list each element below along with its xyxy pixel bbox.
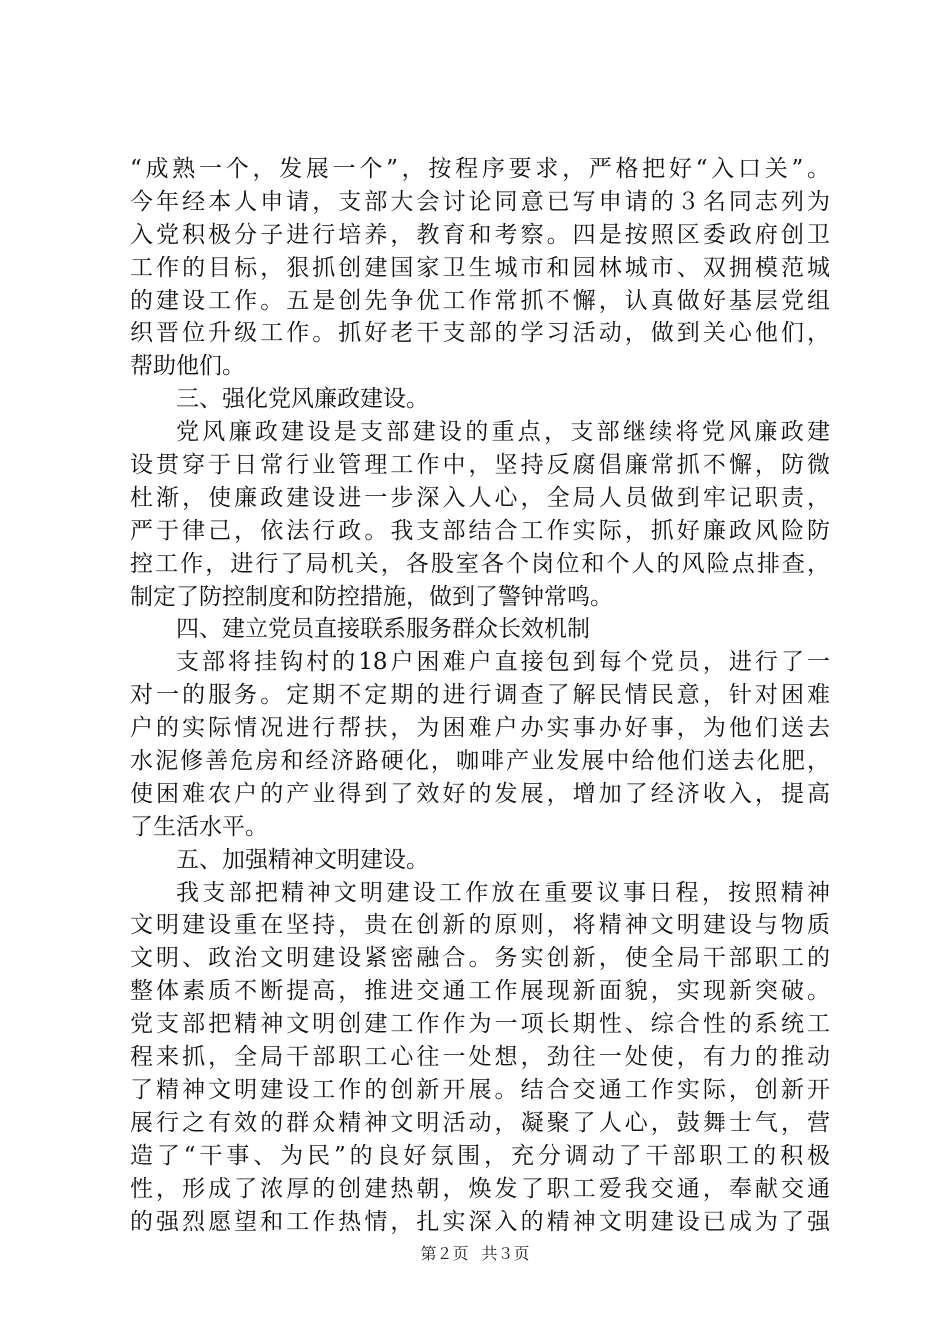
text-line: 性，形成了浓厚的创建热朝，焕发了职工爱我交通，奉献交通 (130, 1175, 830, 1202)
document-body (130, 153, 830, 1238)
page-footer (0, 1244, 950, 1264)
text-line: 户的实际情况进行帮扶，为困难户办实事办好事，为他们送去 (130, 715, 830, 742)
text-line: 严于律己，依法行政。我支部结合工作实际，抓好廉政风险防 (130, 517, 830, 544)
text-line: 展行之有效的群众精神文明活动，凝聚了人心，鼓舞士气，营 (130, 1109, 830, 1136)
text-line: 的强烈愿望和工作热情，扎实深入的精神文明建设已成为了强 (130, 1208, 830, 1235)
text-line: 造了“干事、为民”的良好氛围，充分调动了干部职工的积极 (130, 1142, 830, 1169)
text-line: 制定了防控制度和防控措施，做到了警钟常鸣。 (130, 583, 613, 610)
text-line: 整体素质不断提高，推进交通工作展现新面貌，实现新突破。 (130, 978, 830, 1005)
page-number: 第２页 (420, 1244, 469, 1263)
text-line: 使困难农户的产业得到了效好的发展，增加了经济收入，提高 (130, 780, 830, 807)
text-line: 工作的目标，狠抓创建国家卫生城市和园林城市、双拥模范城 (130, 254, 830, 281)
text-line: 今年经本人申请，支部大会讨论同意已写申请的３名同志列为 (130, 188, 830, 215)
text-line: 支部将挂钩村的18户困难户直接包到每个党员，进行了一 (176, 649, 830, 676)
text-line: 设贯穿于日常行业管理工作中，坚持反腐倡廉常抓不懈，防微 (130, 452, 830, 479)
text-line: 了精神文明建设工作的创新开展。结合交通工作实际，创新开 (130, 1076, 830, 1103)
text-line: 帮助他们。 (130, 353, 245, 380)
text-line: 织晋位升级工作。抓好老干支部的学习活动，做到关心他们， (130, 320, 830, 347)
text-line: 党支部把精神文明创建工作作为一项长期性、综合性的系统工 (130, 1011, 830, 1038)
text-line: 杜渐，使廉政建设进一步深入人心，全局人员做到牢记职责， (130, 484, 830, 511)
section-heading: 三、强化党风廉政建设。 (176, 386, 429, 413)
text-line: 控工作，进行了局机关，各股室各个岗位和个人的风险点排查， (130, 550, 830, 577)
section-heading: 四、建立党员直接联系服务群众长效机制 (176, 616, 590, 643)
text-line: 党风廉政建设是支部建设的重点，支部继续将党风廉政建 (176, 419, 830, 446)
page-total: 共３页 (481, 1244, 530, 1263)
text-line: 入党积极分子进行培养，教育和考察。四是按照区委政府创卫 (130, 221, 830, 248)
text-line: 文明、政治文明建设紧密融合。务实创新，使全局干部职工的 (130, 945, 830, 972)
text-line: 对一的服务。定期不定期的进行调查了解民情民意，针对困难 (130, 682, 830, 709)
section-heading: 五、加强精神文明建设。 (176, 846, 429, 873)
text-line: “成熟一个，发展一个”，按程序要求，严格把好“入口关”。 (130, 156, 830, 182)
text-line: 了生活水平。 (130, 813, 268, 840)
text-line: 水泥修善危房和经济路硬化，咖啡产业发展中给他们送去化肥， (130, 748, 830, 775)
text-line: 我支部把精神文明建设工作放在重要议事日程，按照精神 (176, 879, 830, 906)
text-line: 程来抓，全局干部职工心往一处想，劲往一处使，有力的推动 (130, 1044, 830, 1071)
text-line: 的建设工作。五是创先争优工作常抓不懈，认真做好基层党组 (130, 287, 830, 314)
text-line: 文明建设重在坚持，贵在创新的原则，将精神文明建设与物质 (130, 912, 830, 939)
